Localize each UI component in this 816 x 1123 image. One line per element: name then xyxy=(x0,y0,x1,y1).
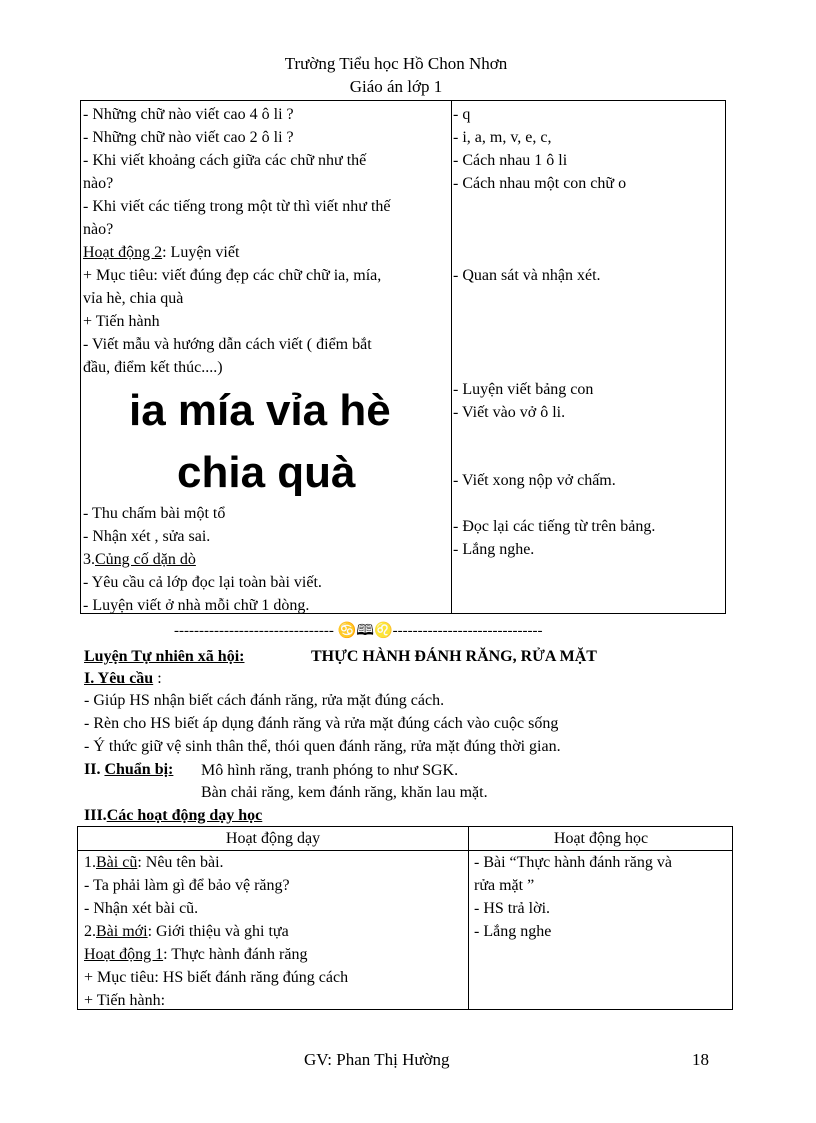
activity-1-text: : Thực hành đánh răng xyxy=(163,946,308,963)
sample-words-line-1: ia mía vỉa hè xyxy=(129,386,391,435)
objective-line: + Mục tiêu: viết đúng đẹp các chữ chữ ia, mía, xyxy=(83,267,382,284)
objective-teeth-line: + Mục tiêu: HS biết đánh răng đúng cách xyxy=(84,969,349,986)
preparation-heading xyxy=(84,759,173,781)
demo-writing-line: - Viết mẫu và hướng dẫn cách viết ( điểm bắt xyxy=(83,336,372,353)
answer-reread: - Đọc lại các tiếng từ trên bảng. xyxy=(453,518,656,535)
page-number: 18 xyxy=(692,1050,709,1069)
section-separator xyxy=(174,620,543,645)
requirement-item-1: - Giúp HS nhận biết cách đánh răng, rửa mặt đúng cách. xyxy=(84,692,445,709)
preparation-title: Chuẩn bị: xyxy=(104,761,174,778)
activity-2-heading xyxy=(83,242,239,264)
review-line: - Nhận xét bài cũ. xyxy=(84,900,199,917)
subject-label: Luyện Tự nhiên xã hội: xyxy=(84,648,245,665)
student-lesson-name: - Bài “Thực hành đánh răng và xyxy=(474,854,672,871)
question-spacing-letters: - Khi viết khoảng cách giữa các chữ như thế xyxy=(83,152,367,169)
student-answer: - HS trả lời. xyxy=(474,900,551,917)
demo-writing-line-cont: đầu, điểm kết thúc....) xyxy=(83,359,223,376)
lesson-plan-grade: Giáo án lớp 1 xyxy=(349,77,443,96)
homework-line: - Luyện viết ở nhà mỗi chữ 1 dòng. xyxy=(83,597,310,614)
procedure-line: + Tiến hành xyxy=(83,313,160,330)
requirement-item-3: - Ý thức giữ vệ sinh thân thể, thói quen đánh răng, rửa mặt đúng thời gian. xyxy=(84,738,561,755)
teeth-question-line: - Ta phải làm gì để bảo vệ răng? xyxy=(84,877,290,894)
collect-grading-line: - Thu chấm bài một tổ xyxy=(83,505,226,522)
answer-notebook: - Viết vào vở ô li. xyxy=(453,404,566,421)
column-divider xyxy=(468,827,469,1009)
section-3-title: Củng cố dặn dò xyxy=(95,551,196,568)
question-spacing-words-cont: nào? xyxy=(83,221,114,238)
preparation-line-2: Bàn chải răng, kem đánh răng, khăn lau mặt. xyxy=(201,784,488,801)
procedure-teeth-line: + Tiến hành: xyxy=(84,992,166,1009)
answer-letter-spacing: - Cách nhau 1 ô li xyxy=(453,152,568,169)
answer-submit: - Viết xong nộp vở chấm. xyxy=(453,472,616,489)
activity-2-title: Hoạt động 2 xyxy=(83,244,163,261)
requirements-heading xyxy=(84,668,162,690)
section-3-heading xyxy=(83,549,196,571)
question-spacing-words: - Khi viết các tiếng trong một từ thì viết như thế xyxy=(83,198,391,215)
question-spacing-letters-cont: nào? xyxy=(83,175,114,192)
sample-words-line-2: chia quà xyxy=(177,448,356,497)
activity-table-2 xyxy=(77,826,733,1010)
answer-board-practice: - Luyện viết bảng con xyxy=(453,381,594,398)
new-lesson-label: Bài mới xyxy=(96,923,148,940)
teacher-name: GV: Phan Thị Hường xyxy=(304,1050,450,1069)
activity-2-rest: : Luyện viết xyxy=(162,244,240,261)
answer-tall-letters: - q xyxy=(453,106,471,123)
col-header-student: Hoạt động học xyxy=(553,830,649,847)
old-lesson-label: Bài cũ xyxy=(96,854,138,871)
new-lesson-text: : Giới thiệu và ghi tựa xyxy=(147,923,289,940)
reread-line: - Yêu cầu cả lớp đọc lại toàn bài viết. xyxy=(83,574,322,591)
new-lesson-line xyxy=(84,921,289,943)
separator-dashes-left: -------------------------------- xyxy=(174,623,334,639)
school-name: Trường Tiểu học Hồ Chon Nhơn xyxy=(284,54,508,73)
old-lesson-text: : Nêu tên bài. xyxy=(137,854,224,871)
question-4-cell: - Những chữ nào viết cao 4 ô li ? xyxy=(83,106,294,123)
activity-table-1 xyxy=(80,100,726,614)
separator-dashes-right: ------------------------------ xyxy=(392,623,543,639)
section-3-number: 3. xyxy=(83,551,95,568)
lesson-title: THỰC HÀNH ĐÁNH RĂNG, RỬA MẶT xyxy=(311,648,597,665)
answer-word-spacing: - Cách nhau một con chữ o xyxy=(453,175,627,192)
activity-1-label: Hoạt động 1 xyxy=(84,946,164,963)
activities-title: Các hoạt động dạy học xyxy=(106,807,263,824)
answer-short-letters: - i, a, m, v, e, c, xyxy=(453,129,552,146)
student-listen: - Lắng nghe xyxy=(474,923,552,940)
feedback-line: - Nhận xét , sửa sai. xyxy=(83,528,211,545)
old-lesson-line xyxy=(84,852,224,874)
answer-listen: - Lắng nghe. xyxy=(453,541,535,558)
new-lesson-number: 2. xyxy=(84,923,96,940)
activities-heading xyxy=(84,805,262,827)
requirements-title: I. Yêu cầu xyxy=(84,670,154,687)
requirement-item-2: - Rèn cho HS biết áp dụng đánh răng và rửa mặt đúng cách vào cuộc sống xyxy=(84,715,559,732)
activity-1-line xyxy=(84,944,307,966)
separator-ornament: ♋🕮♌ xyxy=(337,623,393,639)
objective-line-cont: vỉa hè, chia quà xyxy=(83,290,184,307)
requirements-colon: : xyxy=(153,670,162,687)
col-header-teacher: Hoạt động dạy xyxy=(225,830,321,847)
activities-number: III. xyxy=(84,807,107,824)
student-lesson-name-cont: rửa mặt ” xyxy=(474,877,535,894)
lesson-subject xyxy=(84,646,244,668)
preparation-line-1: Mô hình răng, tranh phóng to như SGK. xyxy=(201,762,459,779)
preparation-number: II. xyxy=(84,761,105,778)
answer-observe: - Quan sát và nhận xét. xyxy=(453,267,601,284)
question-2-cell: - Những chữ nào viết cao 2 ô li ? xyxy=(83,129,294,146)
old-lesson-number: 1. xyxy=(84,854,96,871)
